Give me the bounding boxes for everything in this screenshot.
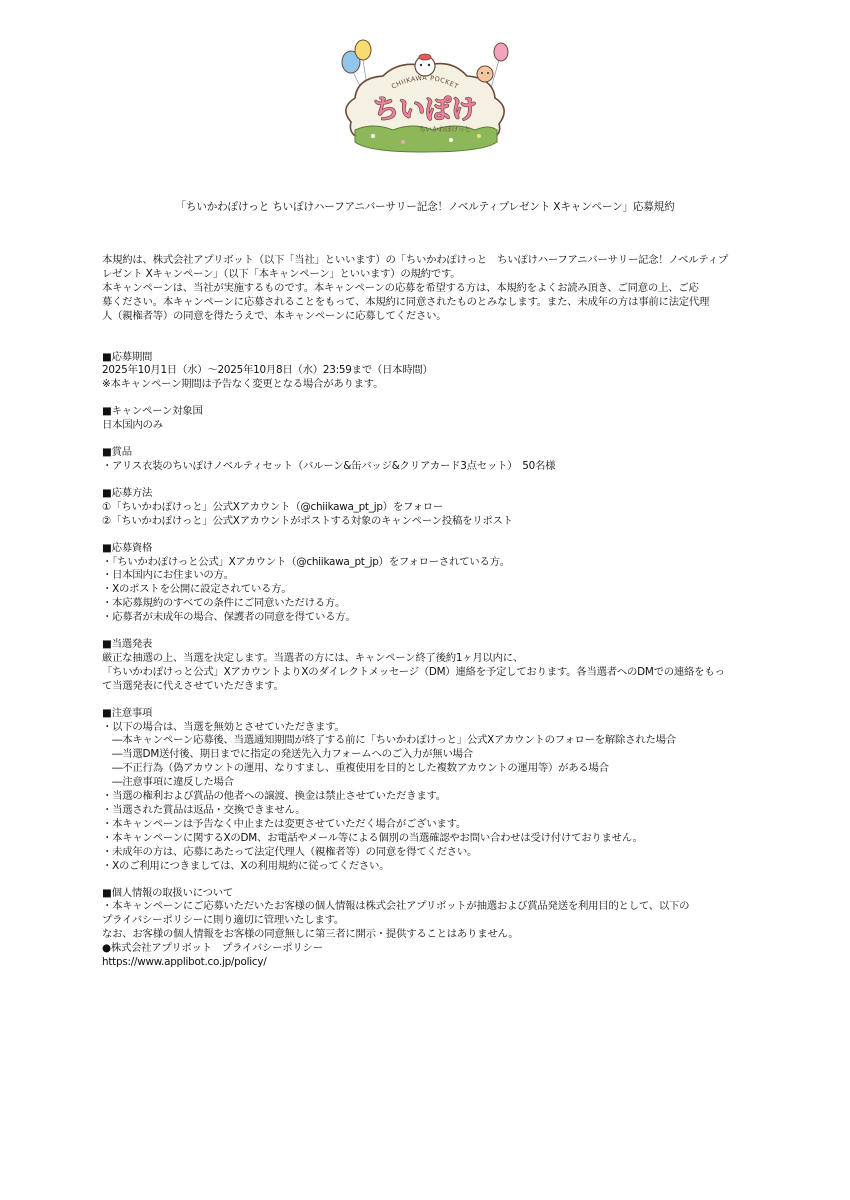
logo-title: ちいぽけ <box>372 95 478 125</box>
section-heading: ■キャンペーン対象国 <box>102 405 203 418</box>
announcement-line: 厳正な抽選の上、当選を決定します。当選者の方には、キャンペーン終了後約1ヶ月以内に、 <box>102 651 524 664</box>
intro-line: 人（親権者等）の同意を得たうえで、本キャンペーンに応募してください。 <box>102 309 447 322</box>
character-icon <box>415 54 435 76</box>
country-section <box>102 405 752 433</box>
intro-line: 本キャンペーンは、当社が実施するものです。本キャンペーンの応募を希望する方は、本規約をよくお読み頂き、ご同意の上、ご応 <box>102 281 699 294</box>
notes-line: ・当選の権利および賞品の他者への譲渡、換金は禁止させていただきます。 <box>102 790 446 803</box>
notes-line: ・以下の場合は、当選を無効とさせていただきます。 <box>102 720 345 733</box>
announcement-line: 「ちいかわぽけっと公式」XアカウントよりXのダイレクトメッセージ（DM）連絡を予定しております。各当選者へのDMでの連絡をもっ <box>102 665 725 678</box>
section-heading: ■注意事項 <box>102 706 153 719</box>
notes-line: ―本キャンペーン応募後、当選通知期間が終了する前に「ちいかわぽけっと」公式Xアカウントのフォローを解除された場合 <box>102 734 676 747</box>
eligibility-line: ・Xのポストを公開に設定されている方。 <box>102 583 292 596</box>
section-heading: ■賞品 <box>102 446 132 459</box>
logo-arc-text: CHIIKAWA POCKET <box>390 73 460 91</box>
notes-line: ―不正行為（偽アカウントの運用、なりすまし、重複使用を目的とした複数アカウントの運用等）がある場合 <box>102 762 609 775</box>
notes-line: ・本キャンペーンは予告なく中止または変更させていただく場合がございます。 <box>102 817 467 830</box>
method-section <box>102 487 752 529</box>
method-line: ②「ちいかわぽけっと」公式Xアカウントがポストする対象のキャンペーン投稿をリポスト <box>102 514 513 527</box>
notes-line: ・本キャンペーンに関するXのDM、お電話やメール等による個別の当選確認やお問い合わせは受け付けておりません。 <box>102 831 643 844</box>
section-heading: ■応募方法 <box>102 486 153 499</box>
prize-section <box>102 446 752 474</box>
period-line: 2025年10月1日（水）～2025年10月8日（水）23:59まで（日本時間） <box>102 364 433 377</box>
eligibility-line: ・本応募規約のすべての条件にご同意いただける方。 <box>102 597 346 610</box>
character-icon <box>477 66 493 82</box>
notes-line: ・未成年の方は、応募にあたって法定代理人（親権者等）の同意を得てください。 <box>102 845 478 858</box>
privacy-line: ・本キャンペーンにご応募いただいたお客様の個人情報は株式会社アプリボットが抽選および賞品発送を利用目的として、以下の <box>102 900 690 913</box>
notes-section <box>102 707 752 874</box>
document-title: 「ちいかわぽけっと ちいぽけハーフアニバーサリー記念！ノベルティプレゼント Xキャンペーン」応募規約 <box>175 201 675 213</box>
announcement-line: て当選発表に代えさせていただきます。 <box>102 679 284 692</box>
eligibility-line: ・日本国内にお住まいの方。 <box>102 569 234 582</box>
chiipoke-logo <box>333 38 517 158</box>
section-heading: ■応募期間 <box>102 350 153 363</box>
intro-section <box>102 254 752 324</box>
intro-line: レゼント Xキャンペーン」（以下「本キャンペーン」といいます）の規約です。 <box>102 267 461 280</box>
privacy-policy-link[interactable]: https://www.applibot.co.jp/policy/ <box>102 956 267 969</box>
notes-line: ―当選DM送付後、期日までに指定の発送先入力フォームへのご入力が無い場合 <box>102 748 473 761</box>
intro-line: 本規約は、株式会社アプリボット（以下「当社」といいます）の「ちいかわぽけっと ちいぽけハーフアニバーサリー記念！ノベルティプ <box>102 254 729 266</box>
notes-line: ―注意事項に違反した場合 <box>102 776 234 789</box>
notes-line: ・Xのご利用につきましては、Xの利用規約に従ってください。 <box>102 859 390 872</box>
logo-subtitle: ちいかわぽけっと <box>419 125 471 133</box>
method-line: ①「ちいかわぽけっと」公式Xアカウント（@chiikawa_pt_jp）をフォロー <box>102 500 444 513</box>
intro-line: 募ください。本キャンペーンに応募されることをもって、本規約に同意されたものとみなします。また、未成年の方は事前に法定代理 <box>102 295 710 308</box>
section-heading: ■当選発表 <box>102 638 153 651</box>
privacy-line: プライバシーポリシーに則り適切に管理いたします。 <box>102 914 345 927</box>
eligibility-section <box>102 542 752 625</box>
privacy-line: ●株式会社アプリボット プライバシーポリシー <box>102 942 323 955</box>
section-heading: ■応募資格 <box>102 541 153 554</box>
period-line: ※本キャンペーン期間は予告なく変更となる場合があります。 <box>102 378 384 391</box>
privacy-section <box>102 887 752 970</box>
privacy-line: なお、お客様の個人情報をお客様の同意無しに第三者に開示・提供することはありません。 <box>102 928 519 941</box>
announcement-section <box>102 638 752 694</box>
notes-line: ・当選された賞品は返品・交換できません。 <box>102 804 306 816</box>
terms-body <box>102 254 752 970</box>
eligibility-line: ・「ちいかわぽけっと公式」Xアカウント（@chiikawa_pt_jp）をフォローされている方。 <box>102 555 510 568</box>
eligibility-line: ・応募者が未成年の場合、保護者の同意を得ている方。 <box>102 611 356 624</box>
section-heading: ■個人情報の取扱いについて <box>102 886 234 899</box>
period-section <box>102 351 752 393</box>
country-line: 日本国内のみ <box>102 419 163 432</box>
balloon-icon <box>491 43 508 88</box>
prize-line: ・アリス衣装のちいぽけノベルティセット（バルーン&缶バッジ&クリアカード3点セット） 50名様 <box>102 459 556 472</box>
